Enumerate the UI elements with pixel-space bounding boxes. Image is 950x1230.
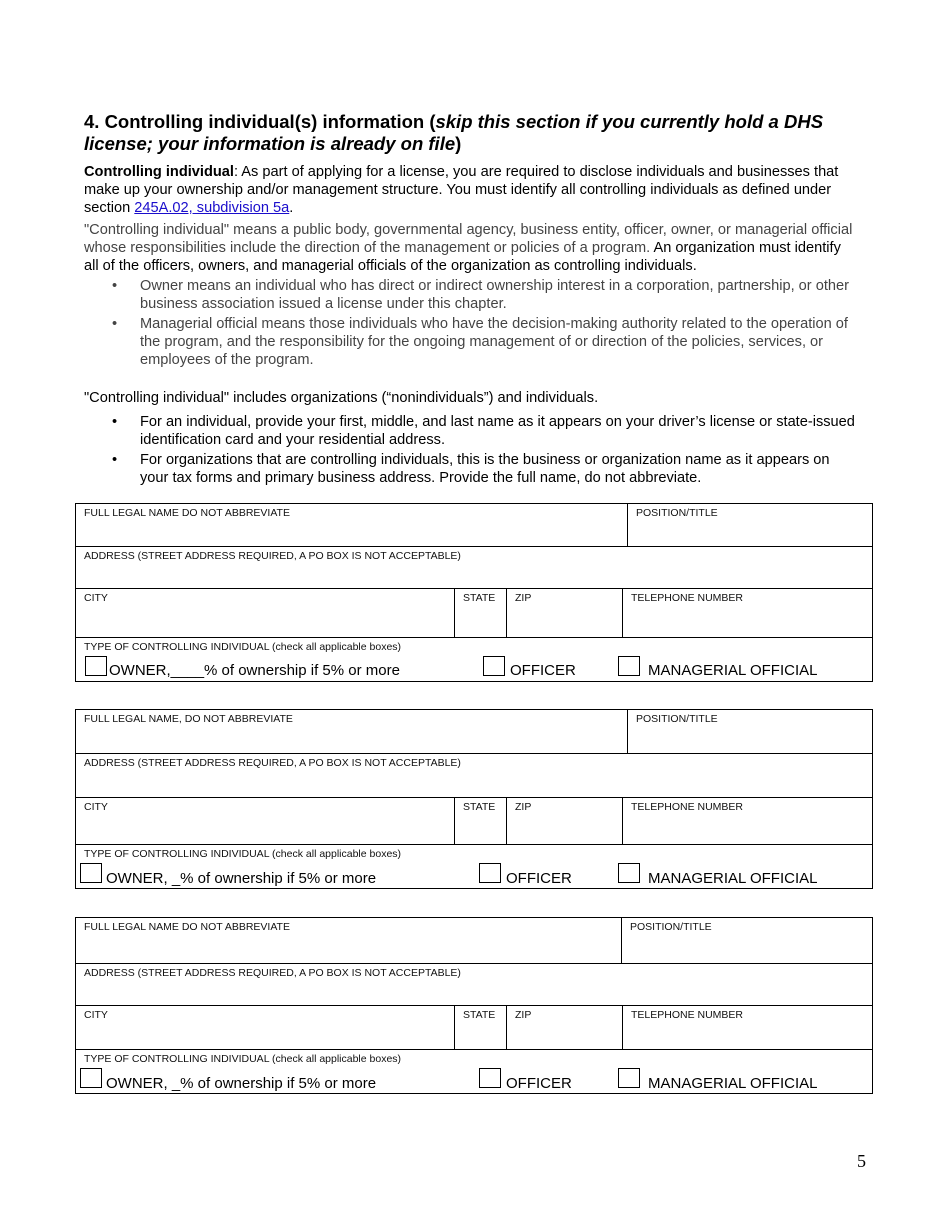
managerial-official-checkbox[interactable] [618,863,640,883]
definition-grey-text: "Controlling individual" means a public body, governmental agency, business entity, officer, owner, or managerial official whose responsibilities include the direction of the management or policies of a program. [84,222,853,256]
instruction-bullets [84,413,859,489]
officer-checkbox[interactable] [479,863,501,883]
intro-term: Controlling individual [84,164,234,180]
state-field[interactable]: STATE [454,589,506,637]
individual-instruction: For an individual, provide your first, middle, and last name as it appears on your driver’s license or state-issued identification card and your residential address. [140,414,855,448]
telephone-field[interactable]: TELEPHONE NUMBER [622,589,872,637]
managerial-definition: Managerial official means those individuals who have the decision-making authority related to the operation of the program, and the responsibility for the ongoing management of or direction of the policies, services, or employees of the program. [140,316,848,368]
owner-label: OWNER, _% of ownership if 5% or more [106,1075,377,1092]
officer-checkbox[interactable] [483,656,505,676]
type-row [76,1050,872,1093]
city-row [76,1006,872,1050]
position-title-field[interactable]: POSITION/TITLE [627,710,872,753]
full-legal-name-field[interactable]: FULL LEGAL NAME DO NOT ABBREVIATE [84,507,290,519]
owner-definition: Owner means an individual who has direct or indirect ownership interest in a corporation, partnership, or other business association issued a license under this chapter. [140,278,849,312]
heading-lead: 4. Controlling individual(s) information ( [84,111,436,132]
city-field[interactable]: CITY [84,592,108,604]
city-row [76,589,872,638]
officer-label: OFFICER [506,1075,572,1092]
list-item: • For an individual, provide your first, middle, and last name as it appears on your driver’s license or state-issued identification card and your residential address. [112,414,855,448]
managerial-official-label: MANAGERIAL OFFICIAL [648,870,818,887]
controlling-individual-form-2 [75,709,873,889]
includes-paragraph: "Controlling individual" includes organizations (“nonindividuals”) and individuals. [84,390,599,406]
controlling-individual-form-3 [75,917,873,1094]
managerial-official-checkbox[interactable] [618,656,640,676]
city-field[interactable]: CITY [84,801,108,813]
address-row [76,964,872,1006]
type-section: TYPE OF CONTROLLING INDIVIDUAL (check all applicable boxes) [84,848,402,860]
state-field[interactable]: STATE [454,798,506,844]
type-section: TYPE OF CONTROLLING INDIVIDUAL (check all applicable boxes) [84,641,402,653]
list-item: • Owner means an individual who has direct or indirect ownership interest in a corporation, partnership, or other business association issued a license under this chapter. [112,278,849,312]
address-field[interactable]: ADDRESS (STREET ADDRESS REQUIRED, A PO BOX IS NOT ACCEPTABLE) [84,967,461,979]
definition-bullets [84,277,859,371]
statute-link[interactable]: 245A.02, subdivision 5a [134,200,290,216]
full-legal-name-field[interactable]: FULL LEGAL NAME, DO NOT ABBREVIATE [84,713,293,725]
owner-checkbox[interactable] [80,1068,102,1088]
owner-checkbox[interactable] [80,863,102,883]
owner-label: OWNER,____% of ownership if 5% or more [109,662,400,679]
organization-instruction: For organizations that are controlling individuals, this is the business or organization name as it appears on your tax forms and primary business address. Provide the full name, do not abbreviate. [140,452,830,486]
owner-checkbox[interactable] [85,656,107,676]
telephone-field[interactable]: TELEPHONE NUMBER [622,798,872,844]
name-row [76,710,872,754]
address-field[interactable]: ADDRESS (STREET ADDRESS REQUIRED, A PO BOX IS NOT ACCEPTABLE) [84,757,461,769]
position-title-field[interactable]: POSITION/TITLE [621,918,872,963]
managerial-official-checkbox[interactable] [618,1068,640,1088]
owner-label: OWNER, _% of ownership if 5% or more [106,870,377,887]
type-row [76,845,872,888]
address-field[interactable]: ADDRESS (STREET ADDRESS REQUIRED, A PO BOX IS NOT ACCEPTABLE) [84,550,461,562]
type-row [76,638,872,681]
intro-end: . [289,200,294,216]
officer-label: OFFICER [506,870,572,887]
intro-text: : As part of applying for a license, you are required to disclose individuals and businesses that make up your ownership and/or management structure. You must identify all controlling individuals as defined under section [84,164,839,216]
officer-checkbox[interactable] [479,1068,501,1088]
zip-field[interactable]: ZIP [506,1006,622,1049]
position-title-field[interactable]: POSITION/TITLE [627,504,872,546]
intro-paragraph [84,163,859,217]
managerial-official-label: MANAGERIAL OFFICIAL [648,662,818,679]
name-row [76,918,872,964]
page-number: 5 [857,1151,866,1171]
state-field[interactable]: STATE [454,1006,506,1049]
type-section: TYPE OF CONTROLLING INDIVIDUAL (check all applicable boxes) [84,1053,402,1065]
managerial-official-label: MANAGERIAL OFFICIAL [648,1075,818,1092]
name-row [76,504,872,547]
city-field[interactable]: CITY [84,1009,108,1021]
definition-paragraph [84,221,859,275]
full-legal-name-field[interactable]: FULL LEGAL NAME DO NOT ABBREVIATE [84,921,290,933]
list-item: • For organizations that are controlling individuals, this is the business or organization name as it appears on your tax forms and primary business address. Provide the full name, do not abbreviate. [112,452,830,486]
officer-label: OFFICER [510,662,576,679]
address-row [76,547,872,589]
section-heading [84,111,844,155]
controlling-individual-form-1 [75,503,873,682]
zip-field[interactable]: ZIP [506,589,622,637]
zip-field[interactable]: ZIP [506,798,622,844]
city-row [76,798,872,845]
definition-black-text: An organization must identify all of the officers, owners, and managerial officials of the organization as controlling individuals. [84,240,841,274]
heading-close: ) [455,133,462,154]
telephone-field[interactable]: TELEPHONE NUMBER [622,1006,872,1049]
heading-italic-note: skip this section if you currently hold a DHS license; your information is already on file [84,111,824,154]
list-item: • Managerial official means those individuals who have the decision-making authority related to the operation of the program, and the responsibility for the ongoing management of or direction of the policies, services, or employees of the program. [112,316,848,368]
address-row [76,754,872,798]
